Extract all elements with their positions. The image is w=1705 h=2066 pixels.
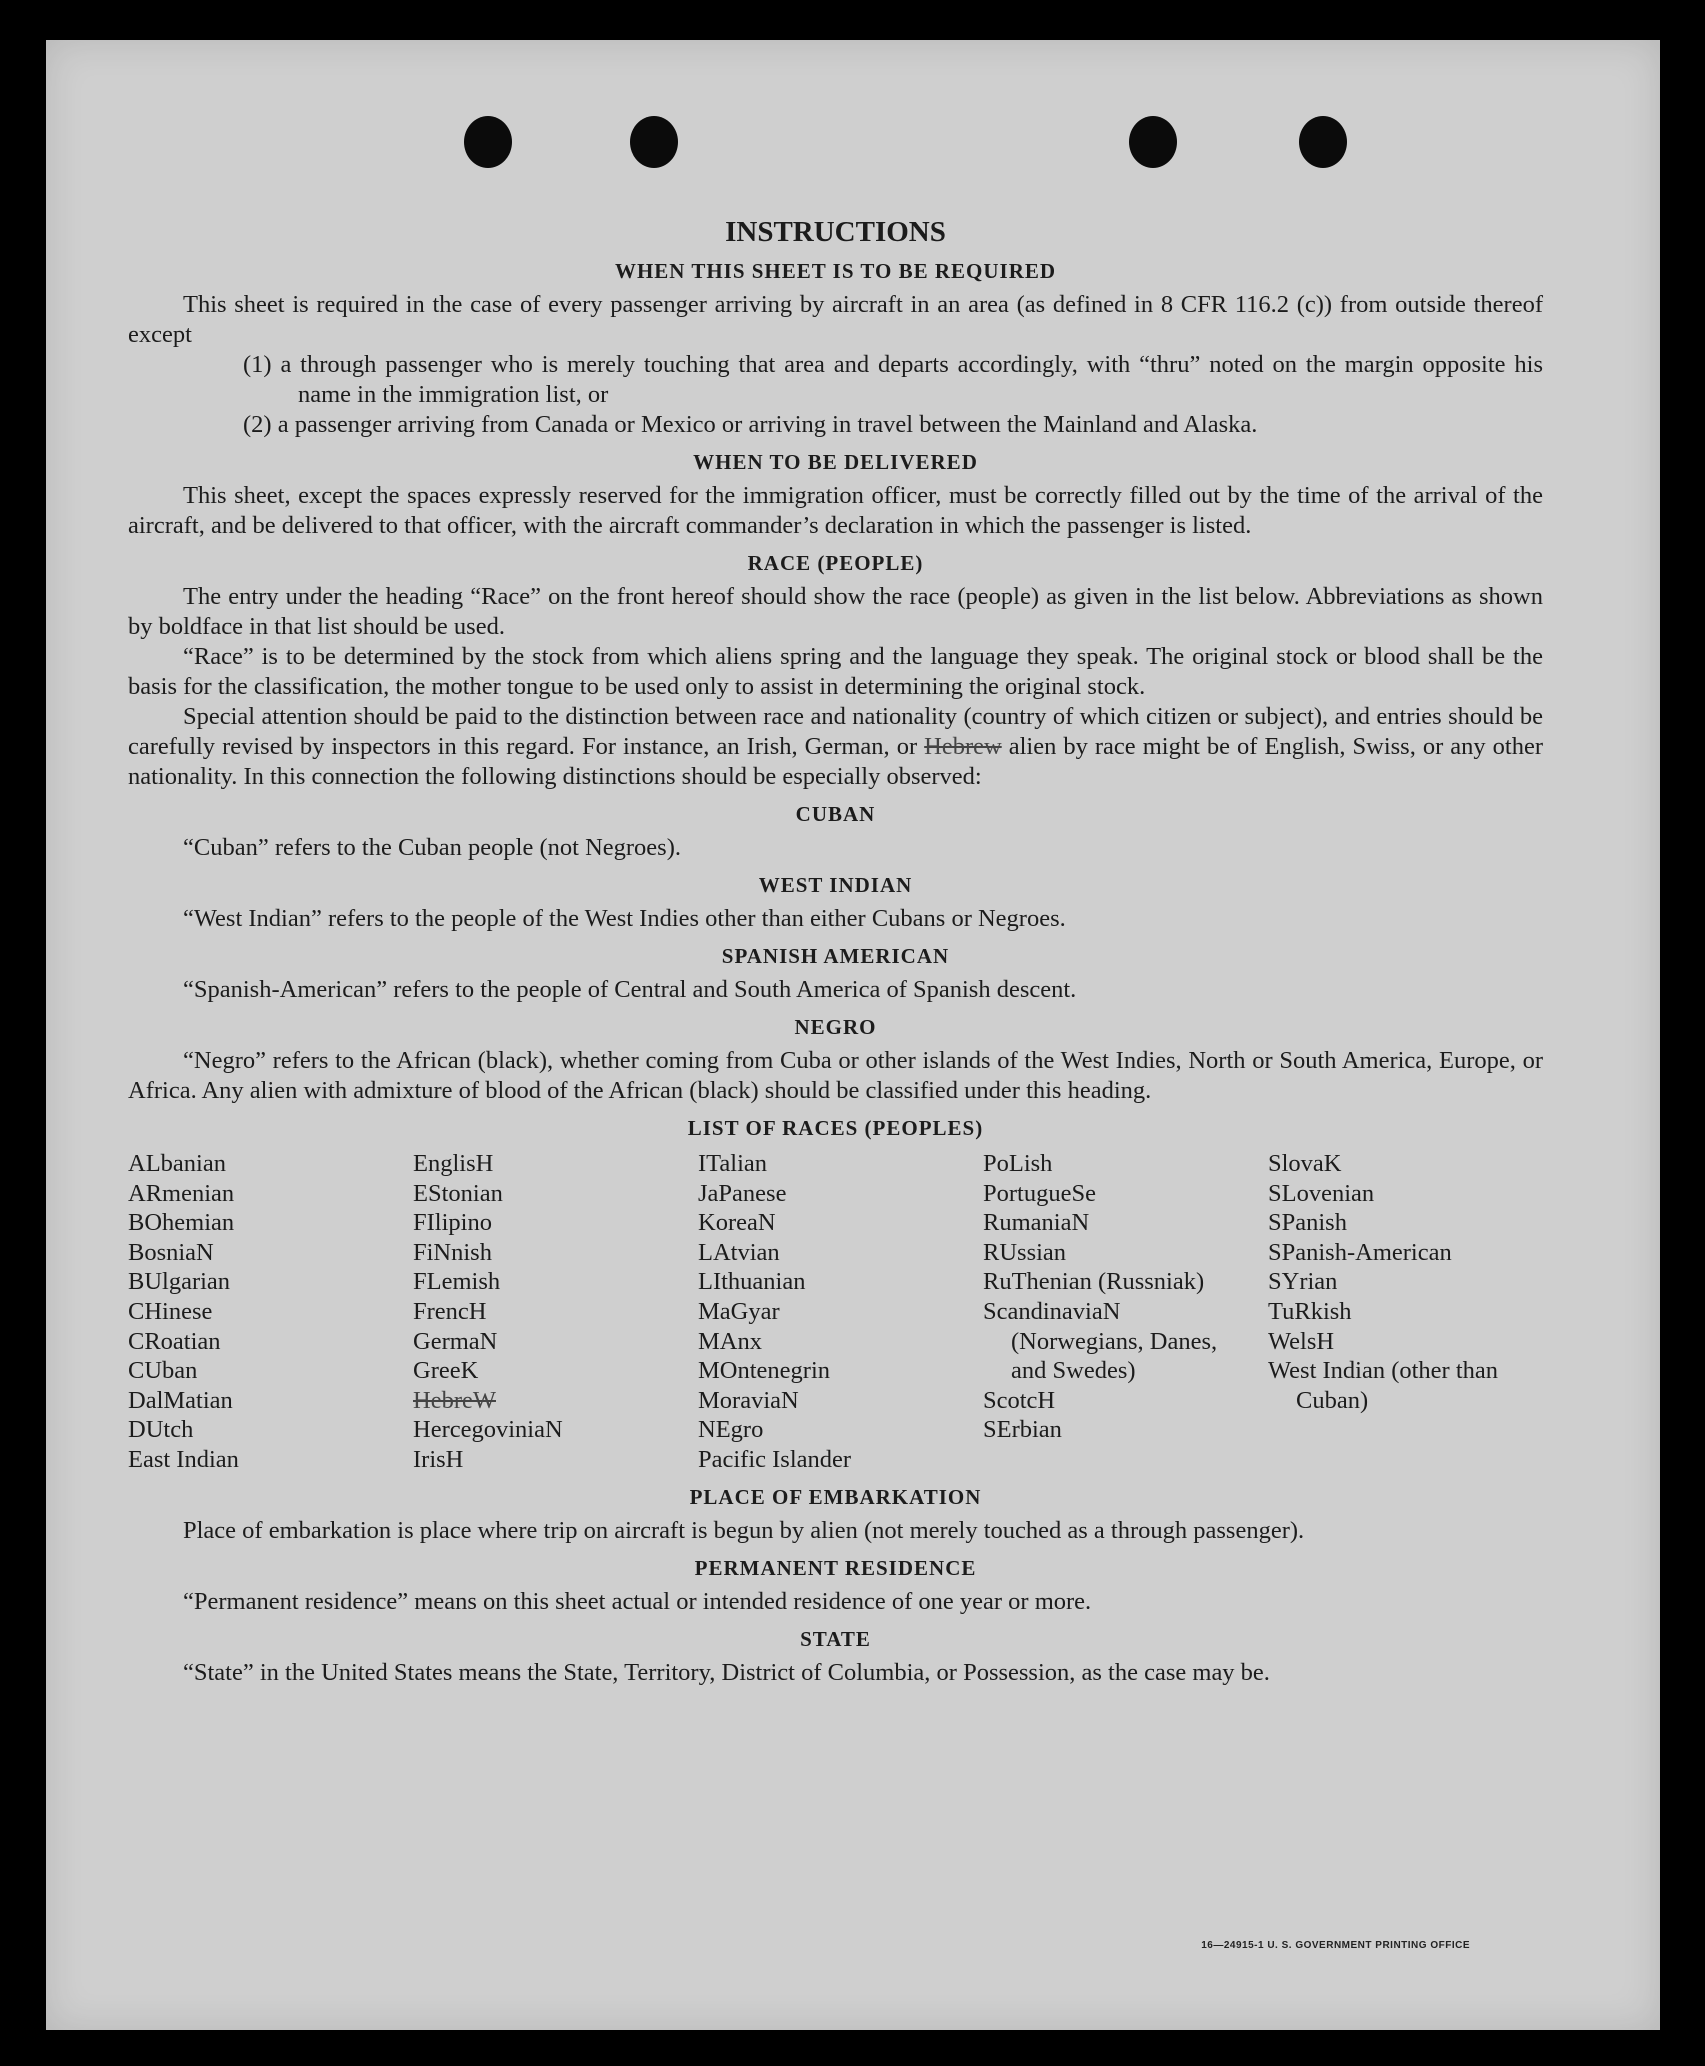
race-entry: RUssian	[983, 1238, 1067, 1266]
heading-cuban: CUBAN	[795, 802, 876, 826]
negro-text: “Negro” refers to the African (black), whether coming from Cuba or other islands of the West Indies, North or South America, Europe, or Africa. Any alien with admixture of blood of the African (black) should be classified under this heading.	[128, 1047, 1543, 1104]
race-paragraph-2: “Race” is to be determined by the stock from which aliens spring and the language they speak. The original stock or blood shall be the basis for the classification, the mother tongue to be used only to assist in determining the original stock.	[128, 643, 1543, 700]
race-entry: FrencH	[413, 1297, 487, 1325]
race-entry: BosniaN	[128, 1238, 214, 1266]
race-entry: DalMatian	[128, 1386, 233, 1414]
races-column-2	[413, 1149, 688, 1475]
race-paragraph-3	[128, 702, 1543, 792]
race-entry: MoraviaN	[698, 1386, 799, 1414]
heading-delivered: WHEN TO BE DELIVERED	[693, 450, 978, 474]
page-title: INSTRUCTIONS	[725, 216, 946, 248]
heading-list-of-races: LIST OF RACES (PEOPLES)	[687, 1116, 984, 1140]
race-entry: MAnx	[698, 1327, 762, 1355]
races-column-4	[983, 1149, 1258, 1475]
race-entry: GreeK	[413, 1357, 479, 1385]
punch-hole	[464, 116, 512, 168]
heading-state: STATE	[800, 1626, 871, 1651]
spanish-american-text: “Spanish-American” refers to the people of Central and South America of Spanish descent.	[183, 976, 1077, 1003]
race-entry: SlovaK	[1268, 1150, 1342, 1177]
heading-embarkation: PLACE OF EMBARKATION	[689, 1484, 982, 1509]
races-column-1	[128, 1149, 403, 1475]
race-entry: HercegoviniaN	[413, 1416, 563, 1444]
race-paragraph-3a: Special attention should be paid to the distinction between race and nationality (country of which citizen or subject), and entries should be carefully revised by inspectors in this regard. For instance, an Irish, German, or	[128, 703, 1543, 760]
race-entry: ITalian	[698, 1150, 768, 1177]
race-entry: NEgro	[698, 1416, 764, 1444]
race-entry: Pacific Islander	[698, 1445, 852, 1473]
race-entry: ARmenian	[128, 1179, 235, 1207]
race-entry: BUlgarian	[128, 1268, 231, 1296]
heading-west-indian: WEST INDIAN	[758, 873, 913, 897]
race-entry: SYrian	[1268, 1268, 1338, 1296]
race-entry: GermaN	[413, 1327, 498, 1355]
race-entry: EnglisH	[413, 1150, 494, 1177]
cuban-text: “Cuban” refers to the Cuban people (not Negroes).	[183, 834, 681, 861]
race-entry: DUtch	[128, 1416, 194, 1444]
race-entry: SLovenian	[1268, 1179, 1375, 1207]
race-paragraph-3b: alien by race might be of English, Swiss, or any other nationality. In this connection the following distinctions should be especially observed:	[128, 733, 1544, 790]
race-entry: PortugueSe	[983, 1179, 1096, 1207]
required-item-2: (2) a passenger arriving from Canada or Mexico or arriving in travel between the Mainland and Alaska.	[243, 411, 1258, 438]
race-entry: PoLish	[983, 1150, 1053, 1177]
race-entry: MOntenegrin	[698, 1357, 830, 1385]
required-item-1: (1) a through passenger who is merely touching that area and departs accordingly, with “thru” noted on the margin opposite his name in the immigration list, or	[243, 351, 1543, 408]
race-entry: HebreW	[413, 1386, 496, 1414]
races-list	[128, 1149, 1543, 1475]
race-entry: EStonian	[413, 1179, 503, 1207]
race-entry: JaPanese	[698, 1179, 787, 1207]
heading-residence: PERMANENT RESIDENCE	[694, 1555, 977, 1580]
race-entry: ScandinaviaN (Norwegians, Danes, and Swedes)	[983, 1297, 1218, 1385]
race-entry: RumaniaN	[983, 1209, 1090, 1237]
document-sheet	[46, 40, 1660, 2030]
race-entry: ALbanian	[128, 1150, 226, 1177]
race-paragraph-1: The entry under the heading “Race” on the front hereof should show the race (people) as given in the list below. Abbreviations as shown by boldface in that list should be used.	[128, 583, 1543, 640]
delivered-text: This sheet, except the spaces expressly reserved for the immigration officer, must be correctly filled out by the time of the arrival of the aircraft, and be delivered to that officer, with the aircraft commander’s declaration in which the passenger is listed.	[128, 482, 1543, 539]
race-entry: ScotcH	[983, 1386, 1056, 1414]
race-entry: West Indian (other than Cuban)	[1268, 1357, 1499, 1414]
heading-required: WHEN THIS SHEET IS TO BE REQUIRED	[614, 259, 1057, 283]
heading-negro: NEGRO	[794, 1015, 877, 1039]
race-entry: FiNnish	[413, 1238, 492, 1266]
race-entry: SPanish	[1268, 1209, 1347, 1237]
race-entry: SErbian	[983, 1416, 1062, 1444]
race-entry: MaGyar	[698, 1297, 780, 1325]
race-entry: KoreaN	[698, 1209, 776, 1237]
state-text: “State” in the United States means the State, Territory, District of Columbia, or Possession, as the case may be.	[183, 1658, 1270, 1686]
races-column-5	[1268, 1149, 1543, 1475]
race-entry: LIthuanian	[698, 1268, 806, 1296]
punch-hole	[1299, 116, 1347, 168]
embarkation-text: Place of embarkation is place where trip on aircraft is begun by alien (not merely touched as a through passenger).	[183, 1516, 1305, 1544]
race-entry: RuThenian (Russniak)	[983, 1268, 1205, 1296]
race-entry: East Indian	[128, 1445, 239, 1473]
race-entry: SPanish-American	[1268, 1238, 1452, 1266]
residence-text: “Permanent residence” means on this sheet actual or intended residence of one year or more.	[183, 1587, 1092, 1615]
race-entry: CRoatian	[128, 1327, 221, 1355]
punch-hole	[1129, 116, 1177, 168]
instructions-body	[128, 216, 1543, 1688]
race-entry: TuRkish	[1268, 1297, 1352, 1325]
race-entry: IrisH	[413, 1445, 464, 1473]
race-entry: CHinese	[128, 1297, 213, 1325]
race-entry: CUban	[128, 1357, 198, 1385]
struck-word: Hebrew	[924, 733, 1002, 760]
heading-race: RACE (PEOPLE)	[747, 551, 924, 575]
race-entry: FLemish	[413, 1268, 501, 1296]
races-column-3	[698, 1149, 973, 1475]
west-indian-text: “West Indian” refers to the people of the West Indies other than either Cubans or Negroes.	[183, 905, 1066, 932]
race-entry: LAtvian	[698, 1238, 780, 1266]
heading-spanish-american: SPANISH AMERICAN	[721, 944, 950, 968]
punch-hole	[630, 116, 678, 168]
race-entry: WelsH	[1268, 1327, 1335, 1355]
printing-office-imprint: 16—24915-1 U. S. GOVERNMENT PRINTING OFFICE	[1201, 1940, 1470, 1951]
race-entry: FIlipino	[413, 1209, 492, 1237]
required-intro: This sheet is required in the case of every passenger arriving by aircraft in an area (as defined in 8 CFR 116.2 (c)) from outside thereof except	[128, 291, 1543, 348]
race-entry: BOhemian	[128, 1209, 235, 1237]
